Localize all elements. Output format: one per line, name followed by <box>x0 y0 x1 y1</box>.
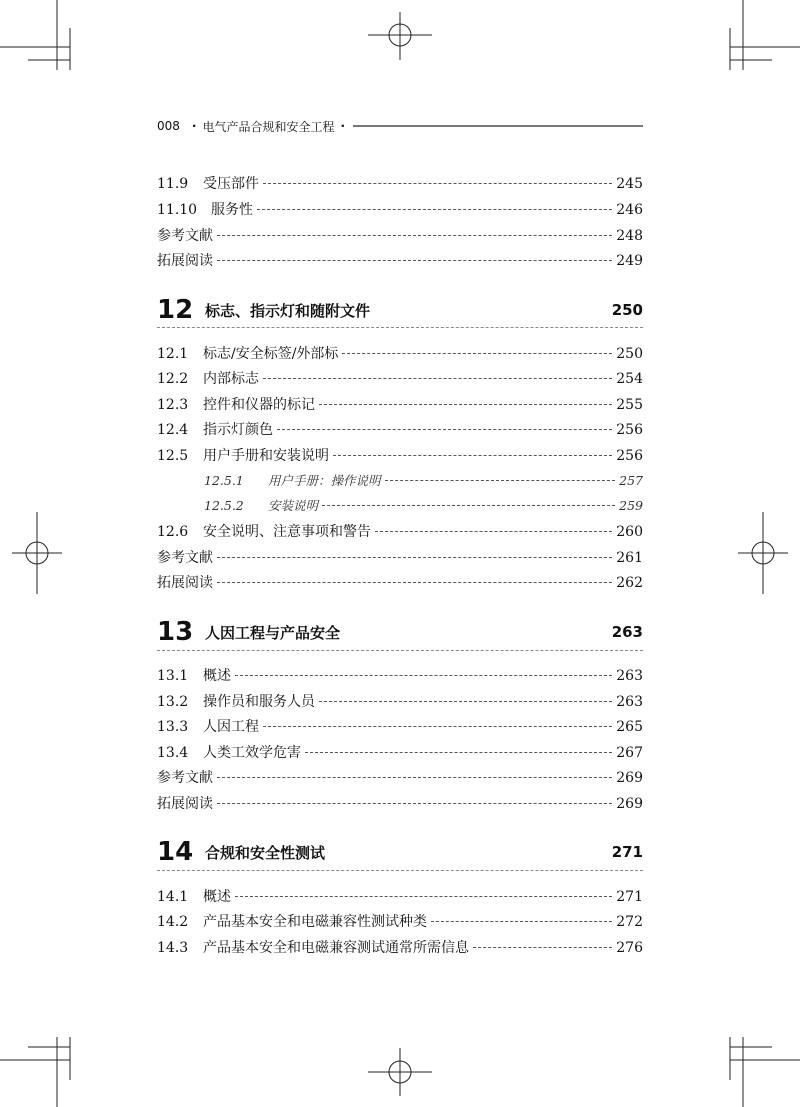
header-dot: · <box>191 119 197 133</box>
toc-entry[interactable]: 13.3 人因工程 265 <box>157 719 643 735</box>
toc-entry[interactable]: 12.2 内部标志 254 <box>157 371 643 387</box>
toc-entry[interactable]: 参考文献 261 <box>157 550 643 566</box>
toc-entry[interactable]: 参考文献 248 <box>157 228 643 244</box>
header-title: 电气产品合规和安全工程 <box>202 119 335 134</box>
header-dot: · <box>340 119 346 133</box>
toc-entry[interactable]: 12.4 指示灯颜色 256 <box>157 422 643 438</box>
chapter-divider <box>157 327 643 328</box>
header-rule <box>353 125 643 127</box>
toc-entry[interactable]: 12.5 用户手册和安装说明 256 <box>157 448 643 464</box>
chapter-heading[interactable]: 12 标志、指示灯和随附文件 250 <box>157 295 643 325</box>
chapter-divider <box>157 870 643 871</box>
toc-entry[interactable]: 11.9 受压部件 245 <box>157 176 643 192</box>
toc-entry[interactable]: 14.2 产品基本安全和电磁兼容性测试种类 272 <box>157 914 643 930</box>
toc-entry[interactable]: 11.10 服务性 246 <box>157 202 643 218</box>
toc-entry[interactable]: 13.4 人类工效学危害 267 <box>157 745 643 761</box>
toc-entry[interactable]: 13.1 概述 263 <box>157 668 643 684</box>
toc-entry[interactable]: 14.1 概述 271 <box>157 889 643 905</box>
chapter-heading[interactable]: 14 合规和安全性测试 271 <box>157 837 643 867</box>
toc-entry[interactable]: 拓展阅读 269 <box>157 796 643 812</box>
toc-entry[interactable]: 13.2 操作员和服务人员 263 <box>157 694 643 710</box>
toc-subentry[interactable]: 12.5.2 安装说明 259 <box>204 498 643 513</box>
running-header <box>157 116 643 136</box>
header-page-number: 008 <box>157 119 180 133</box>
chapter-divider <box>157 650 643 651</box>
toc-entry[interactable]: 拓展阅读 249 <box>157 253 643 269</box>
toc-entry[interactable]: 12.3 控件和仪器的标记 255 <box>157 397 643 413</box>
chapter-heading[interactable]: 13 人因工程与产品安全 263 <box>157 617 643 647</box>
toc-entry[interactable]: 12.1 标志/安全标签/外部标 250 <box>157 346 643 362</box>
toc-entry[interactable]: 14.3 产品基本安全和电磁兼容测试通常所需信息 276 <box>157 940 643 956</box>
toc-entry[interactable]: 12.6 安全说明、注意事项和警告 260 <box>157 524 643 540</box>
toc-entry[interactable]: 拓展阅读 262 <box>157 575 643 591</box>
toc-entry[interactable]: 参考文献 269 <box>157 770 643 786</box>
toc-subentry[interactable]: 12.5.1 用户手册：操作说明 257 <box>204 473 643 488</box>
